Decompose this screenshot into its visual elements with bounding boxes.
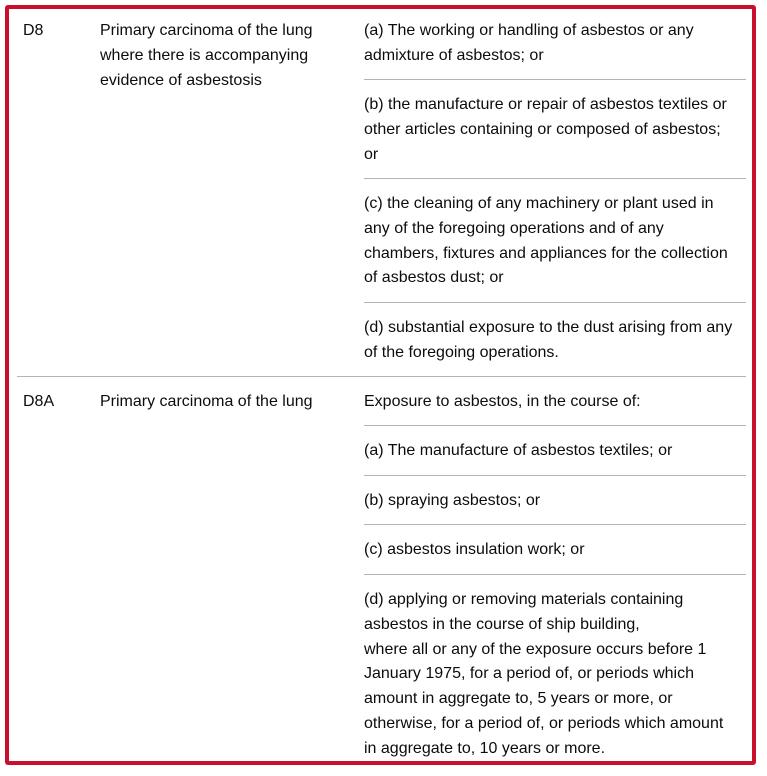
occupation-item: (c) the cleaning of any machinery or plant used in any of the foregoing operations and of any chambers, fixtures and appliances for the collection of asbestos dust; or xyxy=(364,195,728,287)
occupation-item: (b) the manufacture or repair of asbestos textiles or other articles containing or composed of asbestos; or xyxy=(364,96,727,163)
occupation-item: (a) The working or handling of asbestos or any admixture of asbestos; or xyxy=(364,22,694,64)
disease-description: Primary carcinoma of the lung xyxy=(100,393,313,410)
divider xyxy=(364,524,746,525)
divider xyxy=(364,475,746,476)
row-divider xyxy=(17,376,746,377)
divider xyxy=(364,79,746,80)
divider xyxy=(364,425,746,426)
disease-code: D8 xyxy=(23,22,44,39)
occupation-item: (d) substantial exposure to the dust arising from any of the foregoing operations. xyxy=(364,319,733,361)
divider xyxy=(364,302,746,303)
occupation-item: (c) asbestos insulation work; or xyxy=(364,541,585,558)
divider xyxy=(364,178,746,179)
occupation-item: (d) applying or removing materials containing asbestos in the course of ship building, where all or any of the exposure occurs before 1 January 1975, for a period of, or periods which amount in aggregate to, 5 years or more, or otherwise, for a period of, or periods which amount in aggregate to, 10 years or more. xyxy=(364,591,724,757)
occupation-item: Exposure to asbestos, in the course of: xyxy=(364,393,641,410)
occupation-item: (b) spraying asbestos; or xyxy=(364,492,541,509)
table-frame xyxy=(5,5,756,765)
occupation-item: (a) The manufacture of asbestos textiles; or xyxy=(364,442,673,459)
disease-code: D8A xyxy=(23,393,55,410)
divider xyxy=(364,574,746,575)
disease-description: Primary carcinoma of the lung where there is accompanying evidence of asbestosis xyxy=(100,22,313,89)
